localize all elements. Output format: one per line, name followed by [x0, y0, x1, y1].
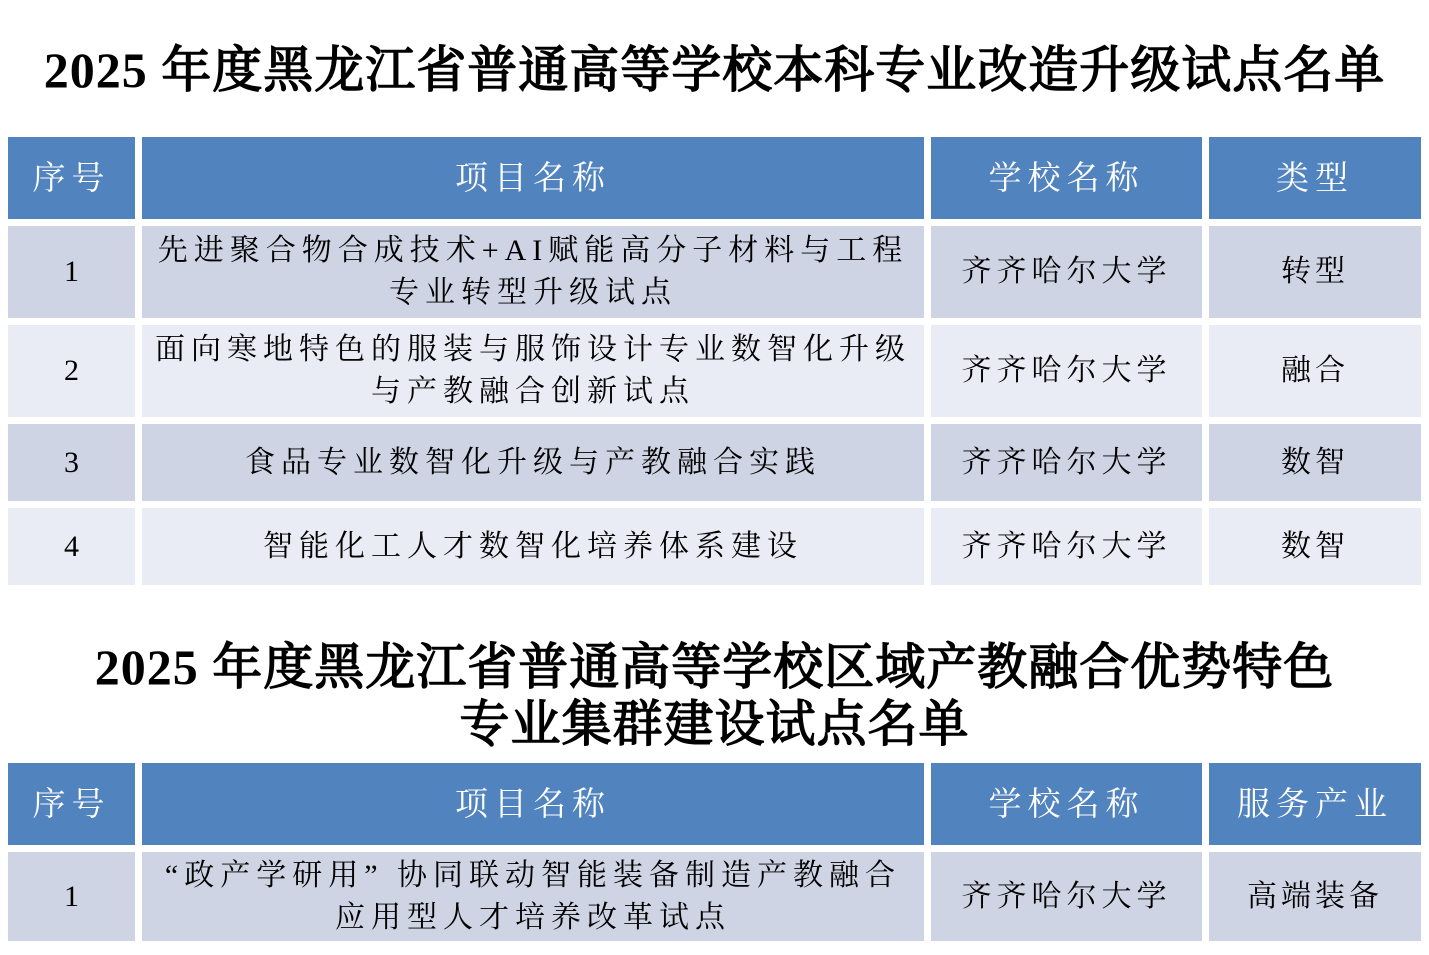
school-name: 齐齐哈尔大学: [931, 508, 1202, 585]
table2: [8, 763, 1421, 941]
project-name: 智能化工人才数智化培养体系建设: [142, 508, 924, 585]
row-number: 1: [8, 226, 135, 318]
table2-header-no: 序号: [8, 763, 135, 845]
industry-value: 高端装备: [1209, 852, 1421, 941]
type-value: 数智: [1209, 424, 1421, 501]
project-name: 先进聚合物合成技术+AI赋能高分子材料与工程专业转型升级试点: [142, 226, 924, 318]
table2-header-row: [8, 763, 1421, 845]
table1-header-row: [8, 137, 1421, 219]
table-row: [8, 852, 1421, 941]
project-name: 食品专业数智化升级与产教融合实践: [142, 424, 924, 501]
table1-header-project: 项目名称: [142, 137, 924, 219]
table1-header-no: 序号: [8, 137, 135, 219]
row-number: 2: [8, 325, 135, 417]
school-name: 齐齐哈尔大学: [931, 852, 1202, 941]
school-name: 齐齐哈尔大学: [931, 325, 1202, 417]
row-number: 1: [8, 852, 135, 941]
table2-title-line2: 专业集群建设试点名单: [459, 696, 970, 752]
table2-header-project: 项目名称: [142, 763, 924, 845]
project-name: “政产学研用” 协同联动智能装备制造产教融合应用型人才培养改革试点: [142, 852, 924, 941]
table-row: [8, 424, 1421, 501]
school-name: 齐齐哈尔大学: [931, 424, 1202, 501]
table-row: [8, 226, 1421, 318]
project-name: 面向寒地特色的服装与服饰设计专业数智化升级与产教融合创新试点: [142, 325, 924, 417]
type-value: 数智: [1209, 508, 1421, 585]
table2-header-school: 学校名称: [931, 763, 1202, 845]
table2-header-industry: 服务产业: [1209, 763, 1421, 845]
row-number: 4: [8, 508, 135, 585]
table-row: [8, 508, 1421, 585]
type-value: 融合: [1209, 325, 1421, 417]
row-number: 3: [8, 424, 135, 501]
table1-header-type: 类型: [1209, 137, 1421, 219]
table2-title-line1: 2025 年度黑龙江省普通高等学校区域产教融合优势特色: [94, 639, 1335, 695]
table1: [8, 137, 1421, 585]
table-row: [8, 325, 1421, 417]
table1-title: 2025 年度黑龙江省普通高等学校本科专业改造升级试点名单: [43, 42, 1386, 98]
type-value: 转型: [1209, 226, 1421, 318]
table1-header-school: 学校名称: [931, 137, 1202, 219]
school-name: 齐齐哈尔大学: [931, 226, 1202, 318]
